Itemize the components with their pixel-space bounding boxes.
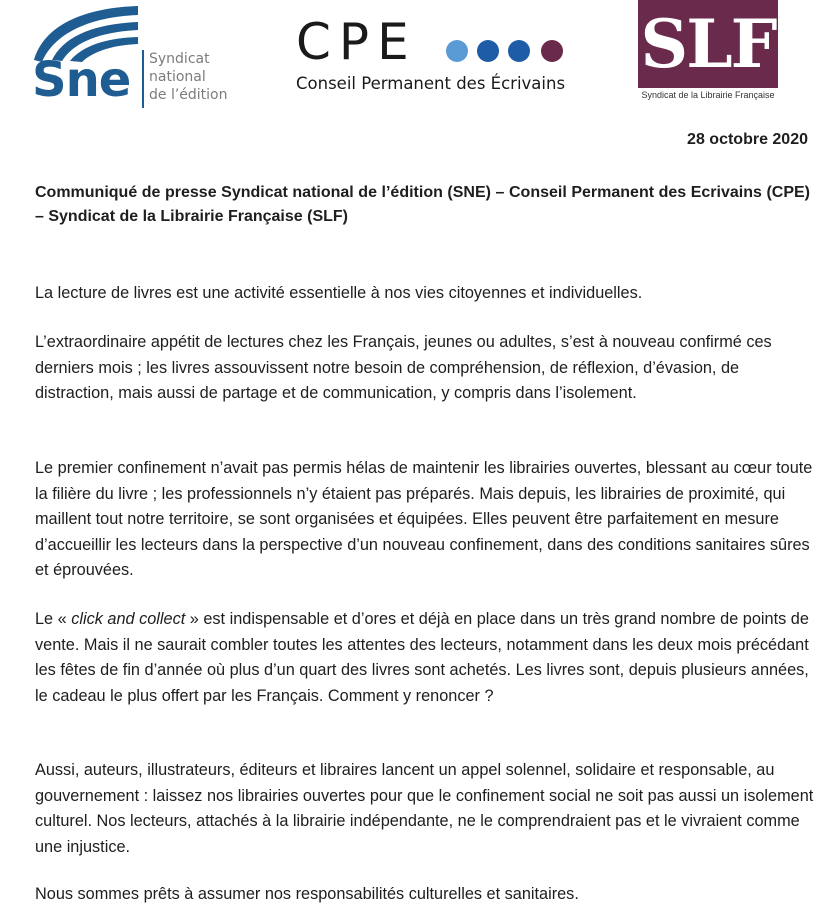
paragraph-5: Aussi, auteurs, illustrateurs, éditeurs et libraires lancent un appel solennel, solidaire et responsable, au gouvernement : laissez nos librairies ouvertes pour que le confinement social ne soit pas aussi un isolement culturel. Nos lecteurs, attachés à la librairie indépendante, ne le comprendraient pas et le vivraient comme une injustice. <box>35 761 814 856</box>
cpe-logo <box>296 14 586 104</box>
sne-tagline-line: de l’édition <box>149 87 228 103</box>
paragraph-1: La lecture de livres est une activité essentielle à nos vies citoyennes et individuelles. <box>35 284 643 302</box>
sne-wordmark: Sne <box>32 52 131 108</box>
paragraph-6: Nous sommes prêts à assumer nos responsabilités culturelles et sanitaires. <box>35 885 579 903</box>
letterhead <box>0 0 828 115</box>
click-and-collect-term: click and collect <box>71 610 186 628</box>
press-release-title: Communiqué de presse Syndicat national de l’édition (SNE) – Conseil Permanent des Ecrivains (CPE) – Syndicat de la Librairie Française (SLF) <box>35 184 810 225</box>
sne-tagline-line: Syndicat <box>149 51 210 67</box>
cpe-letters: CPE <box>296 13 417 71</box>
slf-logo <box>638 0 778 104</box>
sne-tagline <box>149 50 228 104</box>
cpe-dot-icon <box>477 40 499 62</box>
slf-logo-box <box>638 0 778 88</box>
slf-subtitle: Syndicat de la Librairie Française <box>641 90 775 100</box>
cpe-dot-icon <box>541 40 563 62</box>
paragraph-2: L’extraordinaire appétit de lectures chez les Français, jeunes ou adultes, s’est à nouveau confirmé ces derniers mois ; les livres assouvissent notre besoin de compréhension, de réflexion, d’évasion, de distraction, mais aussi de partage et de communication, y compris dans l’isolement. <box>35 333 772 402</box>
paragraph-3: Le premier confinement n’avait pas permis hélas de maintenir les librairies ouvertes, blessant au cœur toute la filière du livre ; les professionnels n’y étaient pas préparés. Mais depuis, les librairies de proximité, qui maillent tout notre territoire, se sont organisées et équipées. Elles peuvent être parfaitement en mesure d’accueillir les lecteurs dans la perspective d’un nouveau confinement, dans des conditions sanitaires sûres et éprouvées. <box>35 459 813 579</box>
sne-logo <box>30 4 250 108</box>
slf-letters: SLF <box>640 5 776 83</box>
sne-tagline-line: national <box>149 69 206 85</box>
sne-separator <box>142 50 144 108</box>
cpe-subtitle: Conseil Permanent des Écrivains <box>296 74 566 93</box>
cpe-dot-icon <box>446 40 468 62</box>
paragraph-4-prefix: Le « <box>35 610 72 628</box>
cpe-dot-icon <box>508 40 530 62</box>
paragraph-4 <box>35 607 815 709</box>
paragraph-4-text: » est indispensable et d’ores et déjà en place dans un très grand nombre de points de vente. Mais il ne saurait combler toutes les attentes des lecteurs, notamment dans les deux mois précédant les fêtes de fin d’année où plus d’un quart des livres sont achetés. Les livres sont, depuis plusieurs années, le cadeau le plus offert par les Français. Comment y renoncer ? <box>35 610 809 705</box>
document-date: 28 octobre 2020 <box>687 131 808 148</box>
